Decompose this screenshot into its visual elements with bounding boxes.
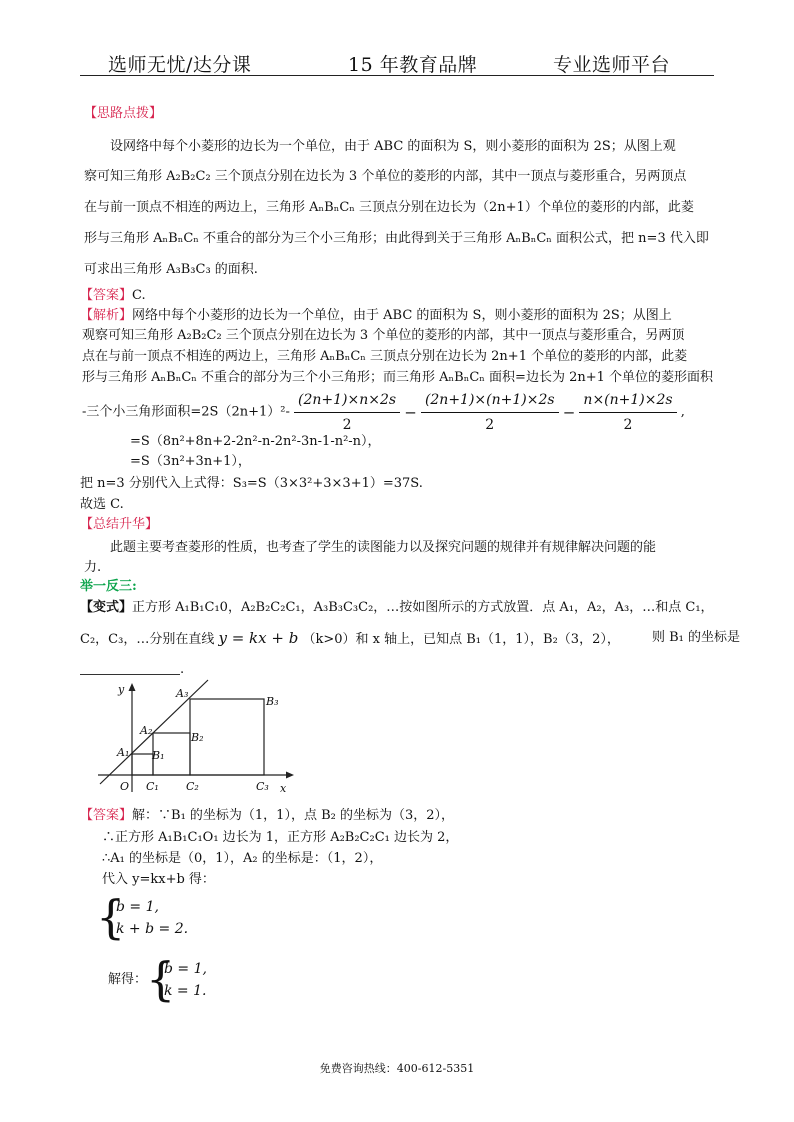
header-left-brand: 选师无忧/达分课	[108, 54, 252, 76]
header-right-slogan: 专业选师平台	[553, 54, 671, 76]
fraction-2-numerator: (2n+1)×(n+1)×2s	[424, 392, 555, 408]
silu-line-5: 可求出三角形 A₃B₃C₃ 的面积.	[84, 262, 258, 277]
header-divider	[80, 75, 714, 76]
variant-line-2-a: C₂，C₃，…分别在直线	[80, 632, 215, 647]
jiexi-line-4: 形与三角形 AₙBₙCₙ 不重合的部分为三个小三角形；而三角形 AₙBₙCₙ 面积=边长为 2n+1 个单位的菱形面积	[82, 370, 714, 385]
variant-line-1	[80, 598, 714, 618]
label-a1: A₁	[117, 746, 130, 759]
juyi-title: 举一反三:	[80, 579, 137, 594]
answer2-line-4: 代入 y=kx+b 得：	[102, 872, 215, 887]
silu-line-3: 在与前一顶点不相连的两边上，三角形 AₙBₙCₙ 三顶点分别在边长为（2n+1）个单位的菱形的内部，此菱	[84, 200, 694, 215]
label-b3: B₃	[266, 695, 279, 708]
jiexi-line-3: 点在与前一顶点不相连的两边上，三角形 AₙBₙCₙ 三顶点分别在边长为 2n+1 个单位的菱形的内部，此菱	[82, 349, 688, 364]
x-axis-label: x	[280, 782, 287, 795]
fraction-1-numerator: (2n+1)×n×2s	[298, 392, 397, 408]
summary-line-2: 力.	[84, 560, 102, 575]
answer2-line-1	[80, 806, 454, 826]
system-1-eq-2: k + b = 2.	[116, 921, 189, 937]
fraction-2-denominator: 2	[421, 412, 559, 435]
y-axis-arrow	[129, 683, 136, 691]
fraction-2	[421, 390, 559, 435]
system-2-eq-1: b = 1,	[164, 961, 207, 977]
answer1-line	[80, 286, 146, 306]
line-equation: y = kx + b	[218, 629, 299, 647]
answer-blank	[80, 674, 180, 675]
jiexi-line-2: 观察可知三角形 A₂B₂C₂ 三个顶点分别在边长为 3 个单位的菱形的内部，其中一顶点与菱形重合，另两顶	[82, 328, 685, 343]
jiexi-line-1-text: 网络中每个小菱形的边长为一个单位，由于 ABC 的面积为 S，则小菱形的面积为 2S；从图上	[132, 308, 672, 323]
solve-label: 解得：	[108, 972, 148, 987]
variant-line-3-end: .	[180, 662, 185, 677]
jiexi-line-9: 故选 C.	[80, 497, 124, 512]
fraction-1-denominator: 2	[294, 412, 400, 435]
system-1-brace: {	[96, 890, 126, 944]
system-2-brace: {	[146, 952, 176, 1006]
variant-line-1-text: 正方形 A₁B₁C₁0，A₂B₂C₂C₁，A₃B₃C₃C₂，…按如图所示的方式放置．点 A₁，A₂，A₃，…和点 C₁，	[132, 600, 714, 615]
jiexi-line-7: =S（3n²+3n+1），	[130, 454, 251, 469]
answer2-line-2: ∴正方形 A₁B₁C₁O₁ 边长为 1，正方形 A₂B₂C₂C₁ 边长为 2，	[102, 830, 459, 845]
silu-tag: 【思路点拨】	[84, 106, 163, 121]
fraction-3	[579, 390, 676, 435]
label-c1: C₁	[146, 780, 159, 793]
jiexi-line-8: 把 n=3 分别代入上式得：S₃=S（3×3²+3×3+1）=37S.	[80, 476, 423, 491]
summary-tag: 【总结升华】	[80, 517, 159, 532]
answer1-tag: 【答案】	[80, 288, 133, 303]
fraction-1	[294, 390, 400, 435]
variant-line-2-c: 则 B₁ 的坐标是	[652, 630, 741, 645]
summary-line-1: 此题主要考查菱形的性质，也考查了学生的读图能力以及探究问题的规律并有规律解决问题的能	[110, 540, 657, 555]
silu-line-1: 设网络中每个小菱形的边长为一个单位，由于 ABC 的面积为 S，则小菱形的面积为 2S；从图上观	[110, 139, 676, 154]
formula-minus-1: −	[404, 403, 417, 422]
label-a2: A₂	[140, 724, 153, 737]
jiexi-tag: 【解析】	[80, 308, 133, 323]
label-a3: A₃	[176, 687, 189, 700]
label-c3: C₃	[256, 780, 269, 793]
x-axis-arrow	[286, 772, 294, 779]
jiexi-formula-line	[82, 390, 685, 435]
system-1-eq-1: b = 1,	[116, 899, 159, 915]
variant-line-2	[80, 628, 620, 650]
origin-label: O	[120, 780, 130, 793]
footer-hotline: 免费咨询热线：400-612-5351	[319, 1062, 475, 1075]
label-c2: C₂	[186, 780, 199, 793]
square-1	[132, 754, 153, 775]
variant-line-2-b: （k>0）和 x 轴上，已知点 B₁（1，1），B₂（3，2），	[302, 632, 620, 647]
squares-figure	[90, 678, 300, 800]
silu-line-4: 形与三角形 AₙBₙCₙ 不重合的部分为三个小三角形；由此得到关于三角形 AₙBₙCₙ 面积公式，把 n=3 代入即	[84, 231, 709, 246]
fraction-3-numerator: n×(n+1)×2s	[583, 392, 673, 408]
jiexi-line-1	[80, 306, 672, 326]
answer2-tag: 【答案】	[80, 808, 133, 823]
header-center-slogan: 15 年教育品牌	[348, 54, 478, 76]
formula-comma: ,	[680, 404, 685, 420]
system-2-eq-2: k = 1.	[164, 983, 207, 999]
variant-tag: 【变式】	[80, 600, 133, 615]
answer1-text: C.	[132, 288, 146, 303]
jiexi-line-6: =S（8n²+8n+2-2n²-n-2n²-3n-1-n²-n），	[130, 434, 381, 449]
label-b2: B₂	[191, 731, 204, 744]
silu-line-2: 察可知三角形 A₂B₂C₂ 三个顶点分别在边长为 3 个单位的菱形的内部，其中一顶点与菱形重合，另两顶点	[84, 169, 687, 184]
y-axis-label: y	[118, 683, 125, 696]
answer2-line-3: ∴A₁ 的坐标是（0，1），A₂ 的坐标是：（1，2），	[102, 851, 383, 866]
jiexi-formula-lead: -三个小三角形面积=2S（2n+1）²-	[82, 404, 290, 420]
label-b1: B₁	[152, 749, 165, 762]
fraction-3-denominator: 2	[579, 412, 676, 435]
formula-minus-2: −	[562, 403, 576, 422]
answer2-line-1-text: 解：∵B₁ 的坐标为（1，1），点 B₂ 的坐标为（3，2），	[132, 808, 455, 823]
